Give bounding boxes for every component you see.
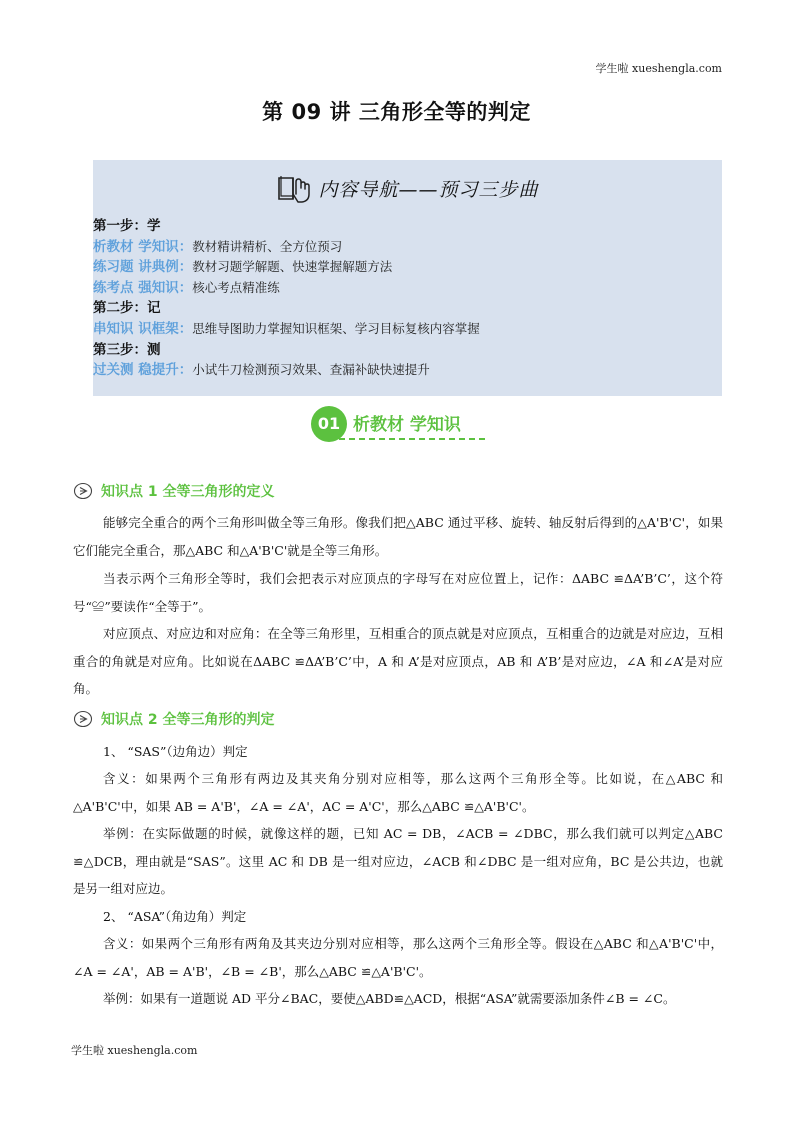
paragraph: 含义：如果两个三角形有两角及其夹边分别对应相等，那么这两个三角形全等。假设在△ABC 和△A'B'C'中，∠A = ∠A'，AB = A'B'，∠B = ∠B'，那么△ABC ≌△A'B'C'。 (73, 936, 723, 979)
play-arrow-icon (73, 482, 93, 500)
nav-row (93, 216, 480, 237)
list-item: 2、 “ASA”（角边角）判定 (103, 909, 247, 924)
paragraph: 当表示两个三角形全等时，我们会把表示对应顶点的字母写在对应位置上，记作：ΔABC ≌ΔA’B’C’，这个符号“≌”要读作“全等于”。 (73, 571, 723, 614)
nav-row-highlight: 过关测 稳提升： (93, 362, 193, 379)
section-badge (311, 406, 491, 442)
nav-row (93, 237, 480, 258)
nav-heading (93, 170, 722, 206)
page-title: 第 09 讲 三角形全等的判定 (262, 100, 531, 124)
nav-row-highlight: 串知识 识框架： (93, 320, 193, 337)
header-site: 学生啦 xueshengla.com (595, 62, 722, 75)
paragraph: 举例：在实际做题的时候，就像这样的题，已知 AC = DB，∠ACB = ∠DBC，那么我们就可以判定△ABC ≌△DCB，理由就是“SAS”。这里 AC 和 DB 是一组对应边，∠ACB 和∠DBC 是一组对应角，BC 是公共边，也就是另一组对应边。 (73, 826, 723, 896)
knowledge-point-1-title: 知识点 1 全等三角形的定义 (101, 484, 275, 500)
nav-row-desc: 教材习题学解题、快速掌握解题方法 (192, 259, 393, 275)
nav-row (93, 257, 480, 278)
section-label: 析教材 学知识 (353, 415, 461, 435)
nav-step-label: 第二步：记 (93, 300, 161, 317)
nav-row-desc: 核心考点精准练 (192, 279, 280, 295)
list-item: 1、 “SAS”（边角边）判定 (103, 744, 248, 759)
footer-site: 学生啦 xueshengla.com (71, 1044, 198, 1057)
nav-row (93, 278, 480, 299)
nav-row-highlight: 练习题 讲典例： (93, 259, 193, 276)
nav-row-highlight: 练考点 强知识： (93, 279, 193, 296)
nav-step-label: 第三步：测 (93, 341, 161, 358)
book-pointer-icon (276, 172, 316, 204)
nav-row (93, 340, 480, 361)
content-nav-box (93, 160, 722, 396)
nav-row (93, 319, 480, 340)
play-arrow-icon (73, 710, 93, 728)
nav-row-highlight: 析教材 学知识： (93, 238, 193, 255)
nav-heading-text: 内容导航——预习三步曲 (318, 178, 539, 201)
section-number: 01 (311, 406, 347, 442)
paragraph: 举例：如果有一道题说 AD 平分∠BAC，要使△ABD≌△ACD，根据“ASA”就需要添加条件∠B = ∠C。 (103, 991, 676, 1006)
section-underline (339, 438, 485, 440)
nav-row-desc: 思维导图助力掌握知识框架、学习目标复核内容掌握 (192, 320, 480, 336)
nav-row-desc: 小试牛刀检测预习效果、查漏补缺快速提升 (192, 362, 430, 378)
knowledge-point-2-heading (73, 708, 275, 730)
paragraph: 含义：如果两个三角形有两边及其夹角分别对应相等，那么这两个三角形全等。比如说，在△ABC 和△A'B'C'中，如果 AB = A'B'，∠A = ∠A'，AC = A'C'，那么△ABC ≌△A'B'C'。 (73, 771, 723, 814)
nav-rows (93, 216, 480, 381)
paragraph: 对应顶点、对应边和对应角：在全等三角形里，互相重合的顶点就是对应顶点，互相重合的边就是对应边，互相重合的角就是对应角。比如说在ΔABC ≌ΔA’B’C’中，A 和 A’是对应顶点，AB 和 A’B’是对应边，∠A 和∠A’是对应角。 (73, 626, 723, 696)
knowledge-point-2-title: 知识点 2 全等三角形的判定 (101, 712, 275, 728)
nav-row (93, 298, 480, 319)
knowledge-point-1-heading (73, 480, 275, 502)
nav-row (93, 360, 480, 381)
nav-row-desc: 教材精讲精析、全方位预习 (192, 238, 343, 254)
paragraph: 能够完全重合的两个三角形叫做全等三角形。像我们把△ABC 通过平移、旋转、轴反射后得到的△A'B'C'，如果它们能完全重合，那△ABC 和△A'B'C'就是全等三角形。 (73, 515, 723, 558)
nav-step-label: 第一步：学 (93, 218, 161, 234)
